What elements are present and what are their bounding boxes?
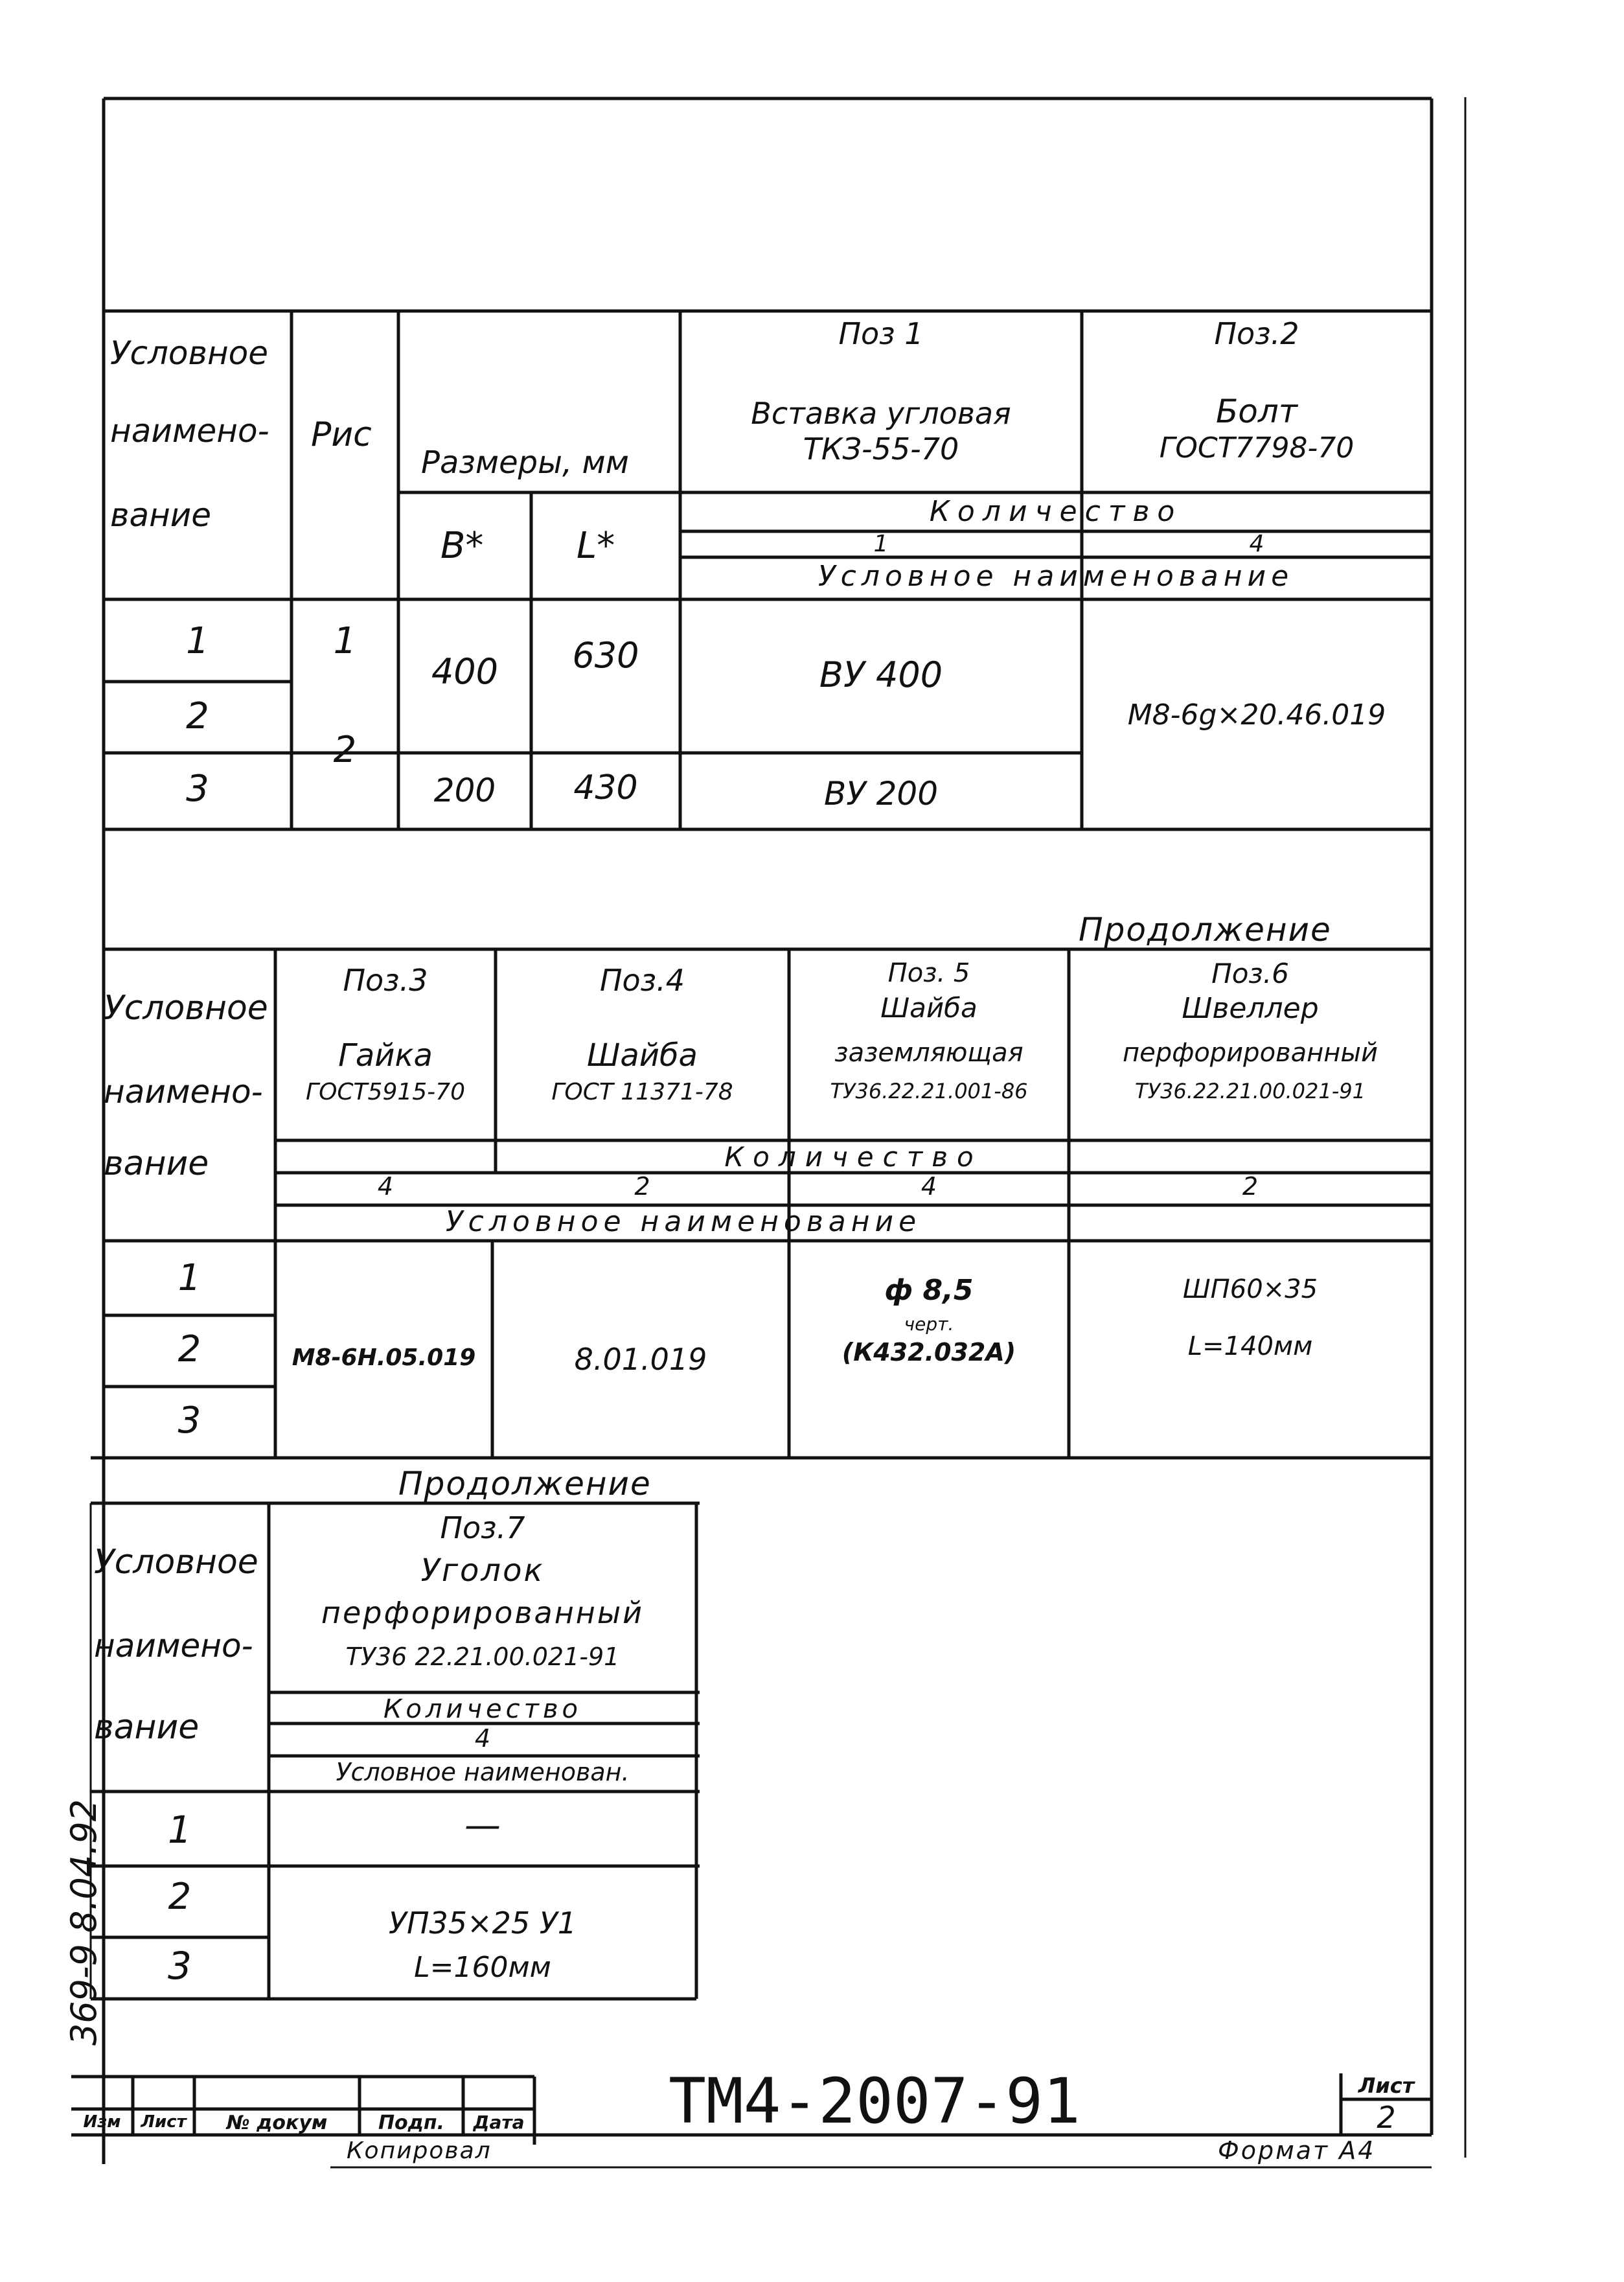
pos2-spec: ГОСТ7798-70 <box>1159 432 1355 465</box>
pos6-name2: перфорированный <box>1122 1038 1378 1068</box>
row-3-num: 3 <box>186 768 209 810</box>
pos4-qty: 2 <box>634 1172 650 1201</box>
pos1-name: Вставка угловая <box>751 396 1011 431</box>
header-name-line2: наимено- <box>110 412 269 450</box>
pos5-value: ф 8,5 <box>884 1274 974 1307</box>
stamp-header-izm: Изм <box>83 2112 121 2132</box>
pos4-spec: ГОСТ 11371-78 <box>551 1079 733 1105</box>
pos3-name: Гайка <box>338 1037 433 1074</box>
pos6-value2: L=140мм <box>1187 1331 1313 1361</box>
header-name-line2: наимено- <box>94 1627 253 1665</box>
qty-label: Количество <box>383 1694 582 1724</box>
row-2-num: 2 <box>177 1328 201 1370</box>
pos3-qty: 4 <box>377 1172 394 1201</box>
pos7-spec: ТУ36 22.21.00.021-91 <box>345 1642 620 1671</box>
stamp-header-date: Дата <box>473 2112 525 2133</box>
pos1-qty: 1 <box>873 531 889 557</box>
pos6-label: Поз.6 <box>1211 958 1289 989</box>
row-1-ris: 1 <box>333 620 357 662</box>
pos4-name: Шайба <box>587 1037 698 1074</box>
pos7-name: Уголок <box>420 1552 545 1589</box>
pos1-value-1: ВУ 400 <box>819 654 943 695</box>
header-name-line3: вание <box>110 496 212 534</box>
row-1-b: 400 <box>431 651 499 692</box>
row-3-num: 3 <box>168 1944 192 1988</box>
pos2-qty: 4 <box>1249 531 1264 557</box>
pos6-name: Швеллер <box>1182 992 1319 1025</box>
row-2-num: 2 <box>186 695 209 737</box>
pos4-value: 8.01.019 <box>574 1342 707 1377</box>
header-ris: Рис <box>311 415 372 454</box>
pos3-spec: ГОСТ5915-70 <box>306 1079 465 1105</box>
pos3-value: М8-6Н.05.019 <box>292 1344 476 1371</box>
pos5-label: Поз. 5 <box>887 958 970 988</box>
header-l: L* <box>577 525 615 567</box>
cond-label: Условное наименование <box>818 560 1294 593</box>
pos2-value: М8-6g×20.46.019 <box>1127 698 1386 732</box>
pos5-qty: 4 <box>921 1172 937 1201</box>
pos5-value2: черт. <box>904 1313 954 1335</box>
pos4-label: Поз.4 <box>599 963 685 998</box>
sheet-number: 2 <box>1377 2100 1396 2135</box>
pos1-label: Поз 1 <box>838 316 924 351</box>
row-1-num: 1 <box>168 1808 192 1852</box>
stamp-header-sign: Подп. <box>378 2112 445 2134</box>
pos3-label: Поз.3 <box>343 963 428 998</box>
row-2-num: 2 <box>168 1876 192 1918</box>
stamp-header-list: Лист <box>141 2112 187 2132</box>
pos2-name: Болт <box>1216 393 1298 430</box>
qty-label: Количество <box>929 495 1183 528</box>
margin-note: 369-9 8.04.92 <box>63 1799 104 2046</box>
pos2-label: Поз.2 <box>1214 316 1299 351</box>
qty-label: Количество <box>724 1141 983 1173</box>
copied-by-label: Копировал <box>347 2138 492 2164</box>
pos5-value3: (К432.032А) <box>841 1338 1016 1366</box>
row-1-num: 1 <box>186 620 209 662</box>
header-name-line3: вание <box>104 1144 209 1183</box>
pos5-spec: ТУ36.22.21.001-86 <box>830 1079 1028 1103</box>
header-name-line2: наимено- <box>104 1073 263 1111</box>
document-code: ТМ4-2007-91 <box>669 2065 1081 2138</box>
pos5-name2: заземляющая <box>834 1038 1024 1068</box>
continuation-label-2: Продолжение <box>398 1465 652 1503</box>
pos7-value-2: УП35×25 У1 <box>388 1906 577 1941</box>
cond-label: Условное наименован. <box>336 1758 630 1786</box>
header-name-line1: Условное <box>94 1543 258 1582</box>
pos7-value-3: L=160мм <box>414 1951 551 1984</box>
pos6-value: ШП60×35 <box>1182 1274 1318 1304</box>
pos7-qty: 4 <box>474 1724 491 1753</box>
header-name-line1: Условное <box>104 989 268 1028</box>
format-label: Формат А4 <box>1218 2136 1376 2165</box>
sheet-label: Лист <box>1358 2073 1415 2098</box>
row-1-num: 1 <box>177 1257 201 1299</box>
row-1-l: 630 <box>572 635 639 676</box>
pos7-name2: перфорированный <box>321 1595 645 1630</box>
pos7-value-1: — <box>464 1804 501 1847</box>
pos7-label: Поз.7 <box>440 1510 525 1545</box>
pos6-spec: ТУ36.22.21.00.021-91 <box>1135 1079 1366 1103</box>
pos5-name: Шайба <box>880 992 978 1024</box>
pos1-value-2: ВУ 200 <box>823 775 939 813</box>
header-name-line3: вание <box>94 1708 200 1747</box>
row-3-b: 200 <box>433 772 496 809</box>
header-name-line1: Условное <box>110 334 269 372</box>
pos1-spec: ТКЗ-55-70 <box>803 432 959 467</box>
row-3-l: 430 <box>573 768 638 807</box>
header-b: B* <box>440 525 484 567</box>
row-3-ris: 2 <box>333 729 357 771</box>
cond-label: Условное наименование <box>445 1205 922 1238</box>
pos6-qty: 2 <box>1242 1172 1259 1201</box>
stamp-header-doc: № докум <box>226 2112 328 2134</box>
continuation-label-1: Продолжение <box>1079 911 1332 949</box>
header-sizes: Размеры, мм <box>421 444 629 481</box>
row-3-num: 3 <box>177 1400 201 1442</box>
